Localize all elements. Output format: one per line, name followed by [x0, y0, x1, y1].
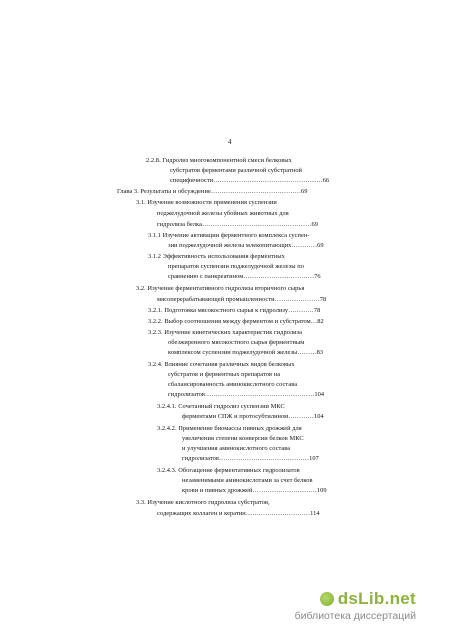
toc-line: ферментами СПЖ и протосубтилином…………104 — [182, 413, 324, 420]
toc-line: препаратов суспензии поджелудочной железы по — [168, 263, 304, 270]
toc-line: 3.2. Изучение ферментативного гидролиза вторичного сырья — [136, 285, 305, 292]
watermark — [295, 589, 416, 622]
toc-line: поджелудочной железы убойных животных для — [157, 210, 289, 217]
toc-line: 3.1.1 Изучение активации ферментного комплекса суспен- — [148, 232, 310, 239]
toc-line: зии поджелудочной железы млекопитающих…………69 — [168, 242, 324, 249]
toc-line: сравнению с панкреатином……………………………76 — [168, 273, 321, 280]
toc-line: 3.2.4.1. Сочетанный гидролиз суспензии МКС — [157, 403, 285, 410]
toc-line: 3.2.3. Изучение кинетических характеристик гидролиза — [148, 329, 303, 336]
toc-line: 3.2.2. Выбор соотношения между ферментом и субстратом…82 — [148, 318, 324, 325]
toc-line: обезжиренного мясокостного сырья ферментным — [168, 339, 305, 346]
toc-line: 3.2.4. Влияние сочетания различных видов белковых — [148, 361, 295, 368]
toc-line: 3.2.4.2. Применение биомассы пивных дрожжей для — [157, 425, 302, 432]
toc-line: сбалансированность аминокислотного состава — [168, 381, 298, 388]
toc-line: гидролизатов……………………………………107 — [182, 455, 319, 462]
toc-line: незаменимыми аминокислотами за счет белков — [182, 477, 313, 484]
toc-line: комплексом суспензии поджелудочной железы………83 — [168, 349, 324, 356]
toc-line: 3.2.4.3. Обогащение ферментативных гидролизатов — [157, 467, 300, 474]
page-number: 4 — [228, 138, 232, 146]
toc-line: специфичности……………………………………………66 — [170, 177, 330, 184]
toc-line: содержащих коллаген и кератин…………………………114 — [157, 510, 320, 517]
toc-line: Глава 3. Результаты и обсуждение……………………………………69 — [117, 188, 308, 195]
toc-line: субстратов и ферментных препаратов на — [168, 371, 281, 378]
toc-line: субстратов ферментами различной субстратной — [170, 167, 303, 174]
toc-line: 3.1.2 Эффективность использования ферментных — [148, 253, 285, 260]
toc-line: 2.2.8. Гидролиз многокомпонентной смеси белковых — [146, 157, 292, 164]
toc-line: мясоперерабатывающей промышленности…………………78 — [157, 296, 327, 303]
toc-line: гидролизатов……………………………………………104 — [168, 391, 325, 398]
toc-line: 3.1. Изучение возможности применения суспензии — [136, 199, 277, 206]
toc-line: 3.2.1. Подготовка мясокостного сырья к гидролизу…………78 — [148, 307, 321, 314]
watermark-subtitle: библиотека диссертаций — [294, 610, 416, 622]
dslib-logo-icon — [320, 592, 334, 606]
toc-line: и улучшения аминокислотного состава — [182, 445, 291, 452]
toc-line: 3.3. Изучение кислотного гидролиза субстратов, — [136, 499, 270, 506]
watermark-brand: dsLib.net — [337, 589, 416, 608]
toc-line: гидролиза белка……………………………………………69 — [157, 221, 318, 228]
toc-line: крови и пивных дрожжей…………………………109 — [182, 487, 327, 494]
toc-line: увеличения степени конверсии белков МКС — [182, 435, 304, 442]
